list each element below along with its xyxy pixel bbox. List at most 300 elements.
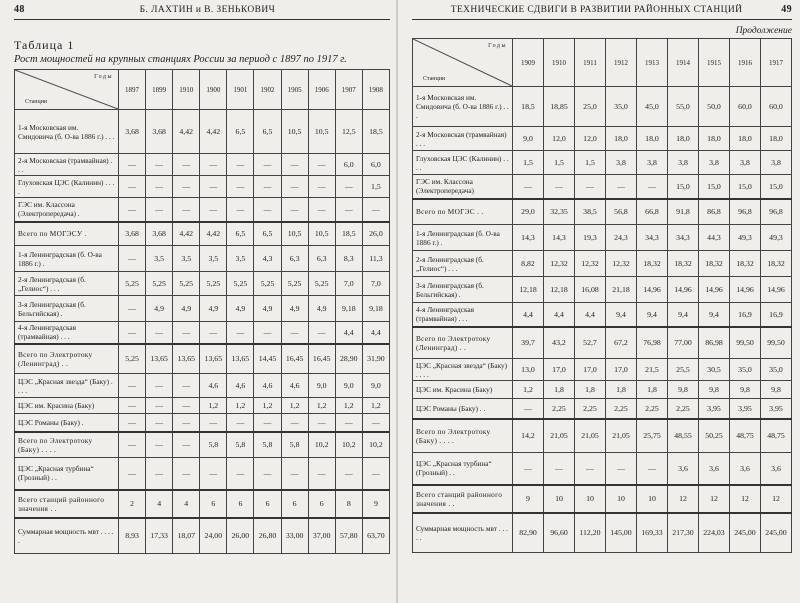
capacity-value: — <box>173 414 200 432</box>
capacity-value: 8,93 <box>119 518 146 554</box>
capacity-value: 14,96 <box>637 277 668 303</box>
capacity-value: 86,98 <box>699 327 730 359</box>
station-label: ГЭС им. Классона (Электропередача) <box>413 175 513 199</box>
capacity-value: 18,32 <box>637 251 668 277</box>
capacity-value: 3,5 <box>146 246 173 272</box>
capacity-value: 18,85 <box>544 87 575 127</box>
capacity-value: 6 <box>281 490 308 518</box>
capacity-value: — <box>200 198 227 222</box>
capacity-value: 4,42 <box>200 222 227 246</box>
capacity-value: — <box>254 198 281 222</box>
capacity-value: 3,68 <box>119 222 146 246</box>
capacity-value: 12 <box>699 485 730 513</box>
station-label: 2-я Ленинградская (б. „Гелиос“) . . . <box>15 272 119 296</box>
capacity-value: 12,18 <box>513 277 544 303</box>
capacity-value: — <box>308 414 335 432</box>
capacity-value: 16,45 <box>308 344 335 374</box>
capacity-value: 4,42 <box>200 110 227 154</box>
station-label: ЦЭС „Красная турбина“ (Грозный) . . <box>413 453 513 485</box>
station-label: ЦЭС им. Красина (Баку) <box>15 398 119 414</box>
capacity-value: 12,5 <box>335 110 362 154</box>
table-row <box>413 327 792 359</box>
capacity-value: 3,8 <box>730 151 761 175</box>
capacity-value: — <box>308 154 335 176</box>
capacity-value: 4,42 <box>173 110 200 154</box>
capacity-value: — <box>254 414 281 432</box>
capacity-value: — <box>146 322 173 344</box>
station-label: ЦЭС „Красная звезда“ (Баку) . . . . <box>413 359 513 381</box>
capacity-value: 44,3 <box>699 225 730 251</box>
capacity-value: — <box>637 175 668 199</box>
capacity-value: — <box>227 154 254 176</box>
table-row <box>15 246 390 272</box>
capacity-value: — <box>281 458 308 490</box>
year-header: 1911 <box>575 39 606 87</box>
capacity-value: 45,0 <box>637 87 668 127</box>
capacity-value: 9,0 <box>362 374 389 398</box>
capacity-value: 16,08 <box>575 277 606 303</box>
year-header: 1917 <box>761 39 792 87</box>
capacity-value: 9,4 <box>637 303 668 327</box>
table-row <box>413 127 792 151</box>
capacity-value: 1,2 <box>200 398 227 414</box>
capacity-value: — <box>173 322 200 344</box>
capacity-value: 26,0 <box>362 222 389 246</box>
capacity-value: 35,0 <box>761 359 792 381</box>
capacity-value: 10,5 <box>281 222 308 246</box>
capacity-value: 5,25 <box>254 272 281 296</box>
capacity-value: 2 <box>119 490 146 518</box>
capacity-value: 86,8 <box>699 199 730 225</box>
capacity-value: 12,32 <box>544 251 575 277</box>
capacity-value: 76,98 <box>637 327 668 359</box>
station-label: 1-я Московская им. Смидовича (б. О-ва 1886 г.) . . . <box>15 110 119 154</box>
capacity-value: 18,0 <box>637 127 668 151</box>
capacity-value: 1,5 <box>575 151 606 175</box>
capacity-value: 1,2 <box>362 398 389 414</box>
capacity-value: 6,5 <box>254 110 281 154</box>
capacity-value: 6 <box>227 490 254 518</box>
capacity-value: 6 <box>254 490 281 518</box>
capacity-value: 77,00 <box>668 327 699 359</box>
capacity-value: 15,0 <box>668 175 699 199</box>
capacity-value: 2,25 <box>606 399 637 419</box>
capacity-value: 25,5 <box>668 359 699 381</box>
capacity-value: 5,25 <box>227 272 254 296</box>
station-label: 2-я Московская (трамвайная) . . . <box>15 154 119 176</box>
capacity-value: 17,33 <box>146 518 173 554</box>
capacity-value: 6,3 <box>308 246 335 272</box>
capacity-value: 3,5 <box>173 246 200 272</box>
year-header: 1915 <box>699 39 730 87</box>
capacity-value: 67,2 <box>606 327 637 359</box>
capacity-value: 16,45 <box>281 344 308 374</box>
capacity-value: 13,0 <box>513 359 544 381</box>
capacity-value: 3,68 <box>146 110 173 154</box>
station-label: ЦЭС им. Красина (Баку) <box>413 381 513 399</box>
capacity-value: 52,7 <box>575 327 606 359</box>
capacity-value: 2,25 <box>637 399 668 419</box>
capacity-value: 5,25 <box>146 272 173 296</box>
capacity-value: — <box>227 458 254 490</box>
capacity-value: 32,35 <box>544 199 575 225</box>
capacity-value: 1,2 <box>335 398 362 414</box>
capacity-value: 9 <box>362 490 389 518</box>
header-stations-label: Станции <box>25 99 48 105</box>
table-row <box>413 359 792 381</box>
capacity-value: 4,4 <box>335 322 362 344</box>
year-header: 1899 <box>146 70 173 110</box>
station-label: Всего по Электротоку (Ленинград) . . <box>413 327 513 359</box>
capacity-value: 4,4 <box>513 303 544 327</box>
capacity-value: 21,05 <box>544 419 575 453</box>
capacity-value: 7,0 <box>362 272 389 296</box>
capacity-value: — <box>335 414 362 432</box>
capacity-value: 4,4 <box>544 303 575 327</box>
capacity-value: 29,0 <box>513 199 544 225</box>
left-page-number: 48 <box>14 4 25 15</box>
table-row <box>413 303 792 327</box>
capacity-value: — <box>119 414 146 432</box>
capacity-value: — <box>606 453 637 485</box>
capacity-value: 35,0 <box>730 359 761 381</box>
table-row <box>15 154 390 176</box>
capacity-value: 9,8 <box>668 381 699 399</box>
capacity-value: 55,0 <box>668 87 699 127</box>
capacity-value: 9,18 <box>335 296 362 322</box>
year-header: 1906 <box>308 70 335 110</box>
capacity-value: 4,6 <box>227 374 254 398</box>
table-row <box>413 251 792 277</box>
capacity-value: — <box>281 176 308 198</box>
capacity-value: 48,55 <box>668 419 699 453</box>
station-label: Суммарная мощность мвт . . . . . <box>15 518 119 554</box>
capacity-value: 38,5 <box>575 199 606 225</box>
capacity-value: — <box>637 453 668 485</box>
capacity-value: — <box>227 414 254 432</box>
capacity-value: 3,68 <box>119 110 146 154</box>
capacity-value: 66,8 <box>637 199 668 225</box>
capacity-value: — <box>119 246 146 272</box>
capacity-value: — <box>281 322 308 344</box>
capacity-value: 9,4 <box>668 303 699 327</box>
table-row <box>15 272 390 296</box>
year-header: 1914 <box>668 39 699 87</box>
header-years-label: Годы <box>488 43 507 49</box>
capacity-value: 4,9 <box>173 296 200 322</box>
capacity-value: — <box>254 154 281 176</box>
table-row <box>15 296 390 322</box>
table-title: Таблица 1 <box>14 38 75 52</box>
capacity-value: 12,18 <box>544 277 575 303</box>
station-label: 1-я Московская им. Смидовича (б. О-ва 1886 г.) . . . <box>413 87 513 127</box>
capacity-value: 3,6 <box>761 453 792 485</box>
capacity-value: 12 <box>730 485 761 513</box>
capacity-value: 1,8 <box>544 381 575 399</box>
table-row <box>15 198 390 222</box>
capacity-table-right <box>412 38 792 553</box>
table-row <box>413 419 792 453</box>
capacity-value: 4,4 <box>575 303 606 327</box>
capacity-value: 15,0 <box>730 175 761 199</box>
capacity-value: — <box>173 176 200 198</box>
capacity-value: 145,00 <box>606 513 637 553</box>
station-label: 2-я Московская (трамвайная) . . . <box>413 127 513 151</box>
capacity-table-left <box>14 69 390 554</box>
capacity-value: 49,3 <box>730 225 761 251</box>
capacity-value: 28,90 <box>335 344 362 374</box>
capacity-value: 245,00 <box>730 513 761 553</box>
capacity-value: 4,6 <box>254 374 281 398</box>
table-row <box>413 225 792 251</box>
capacity-value: 4,6 <box>200 374 227 398</box>
capacity-value: — <box>254 176 281 198</box>
capacity-value: 9 <box>513 485 544 513</box>
capacity-value: 1,5 <box>544 151 575 175</box>
capacity-value: 4,4 <box>362 322 389 344</box>
capacity-value: 6,5 <box>227 222 254 246</box>
capacity-value: 5,25 <box>119 344 146 374</box>
capacity-value: 1,2 <box>227 398 254 414</box>
capacity-value: — <box>227 198 254 222</box>
capacity-value: 18,32 <box>699 251 730 277</box>
capacity-value: — <box>281 414 308 432</box>
capacity-value: — <box>335 458 362 490</box>
table-row <box>15 414 390 432</box>
capacity-value: 2,25 <box>544 399 575 419</box>
station-label: ЦЭС Романы (Баку) . <box>15 414 119 432</box>
capacity-value: 33,00 <box>281 518 308 554</box>
left-header-rule <box>14 19 390 20</box>
capacity-value: 4,9 <box>200 296 227 322</box>
capacity-value: 10,5 <box>281 110 308 154</box>
capacity-value: 14,96 <box>730 277 761 303</box>
capacity-value: 6,0 <box>335 154 362 176</box>
capacity-value: 96,8 <box>761 199 792 225</box>
capacity-value: 9,8 <box>761 381 792 399</box>
table-row <box>413 151 792 175</box>
capacity-value: — <box>362 458 389 490</box>
table-row <box>15 518 390 554</box>
table-row <box>413 199 792 225</box>
capacity-value: 5,8 <box>227 432 254 458</box>
capacity-value: — <box>362 198 389 222</box>
capacity-value: 217,30 <box>668 513 699 553</box>
capacity-value: — <box>146 154 173 176</box>
capacity-value: — <box>173 432 200 458</box>
capacity-value: 3,8 <box>761 151 792 175</box>
capacity-value: 9,0 <box>335 374 362 398</box>
table-row <box>413 513 792 553</box>
capacity-value: 14,96 <box>668 277 699 303</box>
capacity-value: 4,9 <box>254 296 281 322</box>
capacity-value: — <box>200 154 227 176</box>
station-label: Всего по МОГЭСУ . <box>15 222 119 246</box>
capacity-value: 1,2 <box>281 398 308 414</box>
year-header: 1901 <box>227 70 254 110</box>
capacity-value: 99,50 <box>730 327 761 359</box>
year-header: 1909 <box>513 39 544 87</box>
capacity-value: 18,32 <box>761 251 792 277</box>
capacity-value: 9,0 <box>513 127 544 151</box>
station-label: 3-я Ленинградская (б. Бельгийская) . <box>413 277 513 303</box>
capacity-value: 5,8 <box>254 432 281 458</box>
capacity-value: — <box>513 453 544 485</box>
year-header: 1897 <box>119 70 146 110</box>
capacity-value: 4,3 <box>254 246 281 272</box>
capacity-value: 63,70 <box>362 518 389 554</box>
capacity-value: 5,25 <box>281 272 308 296</box>
capacity-value: 3,8 <box>668 151 699 175</box>
continuation-label: Продолжение <box>735 26 792 36</box>
capacity-value: 12,0 <box>575 127 606 151</box>
capacity-value: 4,9 <box>227 296 254 322</box>
table-row <box>413 453 792 485</box>
station-label: Глуховская ЦЭС (Калинин) . . . . <box>15 176 119 198</box>
capacity-value: — <box>335 198 362 222</box>
capacity-value: 3,68 <box>146 222 173 246</box>
capacity-value: 224,03 <box>699 513 730 553</box>
capacity-value: 25,75 <box>637 419 668 453</box>
capacity-value: 12,32 <box>606 251 637 277</box>
capacity-value: 34,3 <box>668 225 699 251</box>
table-row <box>15 432 390 458</box>
capacity-value: 50,0 <box>699 87 730 127</box>
station-label: 1-я Ленинградская (б. О-ва 1886 г.) . <box>413 225 513 251</box>
capacity-value: 18,5 <box>362 110 389 154</box>
capacity-value: 18,32 <box>730 251 761 277</box>
year-header: 1916 <box>730 39 761 87</box>
year-header: 1902 <box>254 70 281 110</box>
capacity-value: 1,8 <box>606 381 637 399</box>
capacity-value: 4,6 <box>281 374 308 398</box>
capacity-value: 9,4 <box>606 303 637 327</box>
right-page <box>398 0 800 603</box>
capacity-value: — <box>173 398 200 414</box>
capacity-value: 60,0 <box>730 87 761 127</box>
right-page-number: 49 <box>781 4 792 15</box>
capacity-value: — <box>200 176 227 198</box>
capacity-value: 9,8 <box>730 381 761 399</box>
capacity-value: — <box>575 175 606 199</box>
capacity-value: 21,05 <box>606 419 637 453</box>
capacity-value: 9,8 <box>699 381 730 399</box>
table-row <box>15 344 390 374</box>
capacity-value: 12 <box>668 485 699 513</box>
table-row <box>413 175 792 199</box>
capacity-value: 13,65 <box>227 344 254 374</box>
capacity-value: 5,8 <box>200 432 227 458</box>
capacity-value: 7,0 <box>335 272 362 296</box>
table-row <box>15 222 390 246</box>
capacity-value: — <box>227 322 254 344</box>
capacity-value: — <box>146 458 173 490</box>
capacity-value: 57,80 <box>335 518 362 554</box>
capacity-value: — <box>146 198 173 222</box>
capacity-value: 8,3 <box>335 246 362 272</box>
capacity-value: — <box>254 322 281 344</box>
capacity-value: 5,25 <box>308 272 335 296</box>
capacity-value: — <box>173 374 200 398</box>
capacity-value: — <box>200 414 227 432</box>
capacity-value: — <box>513 399 544 419</box>
capacity-value: — <box>146 432 173 458</box>
capacity-value: 35,0 <box>606 87 637 127</box>
capacity-value: 5,25 <box>173 272 200 296</box>
capacity-value: — <box>513 175 544 199</box>
capacity-value: 2,25 <box>575 399 606 419</box>
capacity-value: — <box>575 453 606 485</box>
capacity-value: 6,0 <box>362 154 389 176</box>
capacity-value: 10,5 <box>308 222 335 246</box>
capacity-value: 99,50 <box>761 327 792 359</box>
station-label: Всего по МОГЭС . . <box>413 199 513 225</box>
station-label: Всего станций районного значения . . <box>15 490 119 518</box>
capacity-value: 25,0 <box>575 87 606 127</box>
capacity-value: 10,5 <box>308 110 335 154</box>
capacity-value: 10,2 <box>335 432 362 458</box>
header-corner <box>15 70 119 110</box>
table-row <box>413 87 792 127</box>
capacity-value: 3,5 <box>227 246 254 272</box>
capacity-value: 82,90 <box>513 513 544 553</box>
capacity-value: 12,32 <box>575 251 606 277</box>
capacity-value: 14,96 <box>761 277 792 303</box>
capacity-value: 56,8 <box>606 199 637 225</box>
capacity-value: — <box>308 458 335 490</box>
capacity-value: 37,00 <box>308 518 335 554</box>
capacity-value: 3,8 <box>637 151 668 175</box>
left-running-title: Б. ЛАХТИН и В. ЗЕНЬКОВИЧ <box>139 5 276 15</box>
capacity-value: 10 <box>606 485 637 513</box>
capacity-value: 4 <box>173 490 200 518</box>
capacity-value: 48,75 <box>730 419 761 453</box>
capacity-value: 13,65 <box>173 344 200 374</box>
capacity-value: 48,75 <box>761 419 792 453</box>
capacity-value: 15,0 <box>699 175 730 199</box>
year-header: 1908 <box>362 70 389 110</box>
capacity-value: 169,33 <box>637 513 668 553</box>
table-row <box>413 277 792 303</box>
capacity-value: 10 <box>575 485 606 513</box>
capacity-value: 96,60 <box>544 513 575 553</box>
table-row <box>413 485 792 513</box>
capacity-value: 24,3 <box>606 225 637 251</box>
capacity-value: 14,96 <box>699 277 730 303</box>
capacity-value: 10 <box>637 485 668 513</box>
capacity-value: 6,3 <box>281 246 308 272</box>
left-running-head <box>14 4 390 18</box>
capacity-value: 5,25 <box>200 272 227 296</box>
capacity-value: — <box>119 432 146 458</box>
station-label: Всего по Электротоку (Ленинград) . . <box>15 344 119 374</box>
station-label: 1-я Ленинградская (б. О-ва 1886 г.) . <box>15 246 119 272</box>
capacity-value: 9,18 <box>362 296 389 322</box>
table-row <box>413 399 792 419</box>
capacity-value: — <box>119 296 146 322</box>
table-row <box>15 176 390 198</box>
station-label: ГЭС им. Классона (Электропередача) . <box>15 198 119 222</box>
year-header: 1910 <box>173 70 200 110</box>
station-label: 2-я Ленинградская (б. „Гелиос“) . . . <box>413 251 513 277</box>
capacity-value: 8 <box>335 490 362 518</box>
capacity-value: 112,20 <box>575 513 606 553</box>
capacity-value: 5,25 <box>119 272 146 296</box>
capacity-value: 1,8 <box>575 381 606 399</box>
capacity-value: 9,0 <box>308 374 335 398</box>
capacity-value: — <box>119 154 146 176</box>
capacity-value: 1,2 <box>513 381 544 399</box>
